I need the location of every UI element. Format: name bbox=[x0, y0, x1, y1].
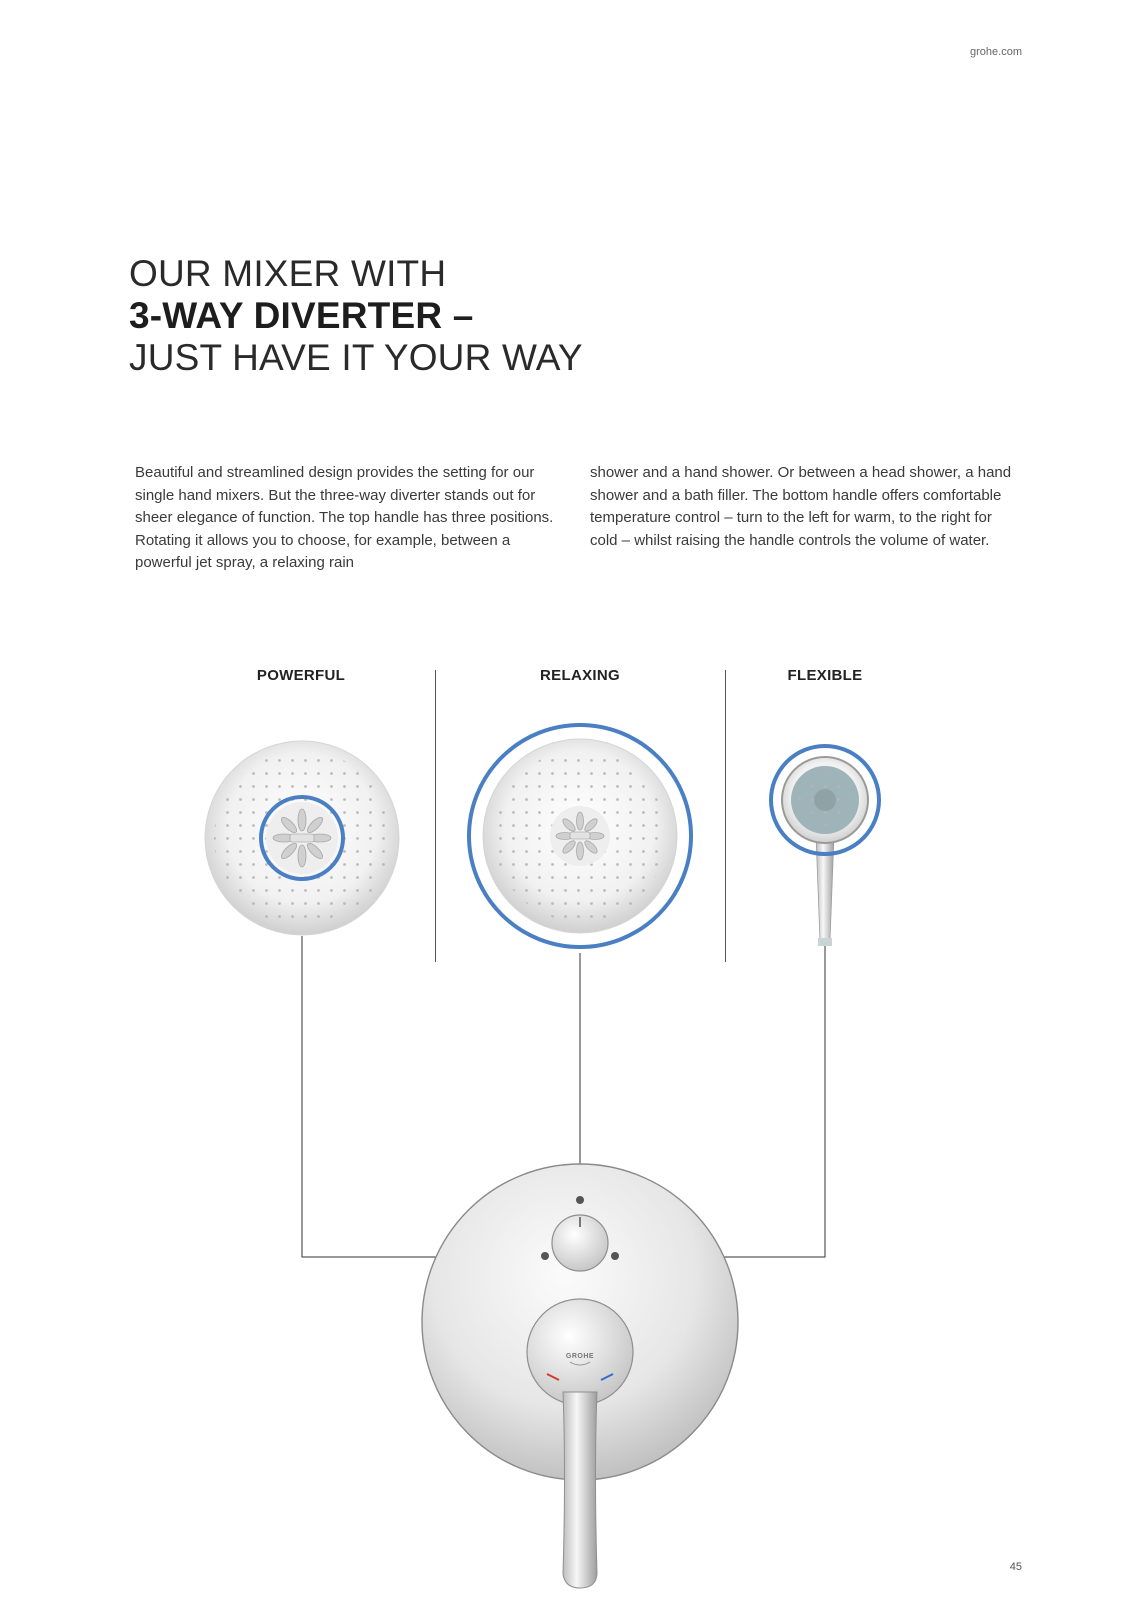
mode-label-relaxing: RELAXING bbox=[540, 667, 620, 684]
mixer-trim-plate bbox=[422, 1164, 738, 1588]
headline-line-3: JUST HAVE IT YOUR WAY bbox=[129, 337, 583, 378]
mode-label-flexible: FLEXIBLE bbox=[787, 667, 863, 684]
temperature-handle-hub bbox=[527, 1299, 633, 1405]
hand-shower-handle bbox=[816, 835, 834, 940]
body-text-column-1: Beautiful and streamlined design provides the setting for our single hand mixers. But the three-way diverter stands out for sheer elegance of function. The top handle has three positions. Rotating it allows you to choose, for example, between a powerful jet spray, a relaxing rain bbox=[135, 464, 554, 571]
diverter-position-dot-top bbox=[576, 1196, 584, 1204]
headline-line-2: 3-WAY DIVERTER – bbox=[129, 295, 474, 336]
grohe-logo: GROHE bbox=[565, 1353, 595, 1360]
flexible-hand-shower bbox=[771, 746, 879, 946]
diverter-position-dot-right bbox=[611, 1252, 619, 1260]
diverter-position-dot-left bbox=[541, 1252, 549, 1260]
page-number: 45 bbox=[1009, 1561, 1022, 1573]
lever-handle bbox=[563, 1392, 597, 1588]
mode-label-powerful: POWERFUL bbox=[256, 667, 346, 684]
relaxing-head-shower bbox=[469, 725, 691, 947]
powerful-head-shower bbox=[205, 741, 399, 935]
headline-line-1: OUR MIXER WITH bbox=[129, 253, 447, 294]
site-url: grohe.com bbox=[970, 46, 1022, 58]
body-text-column-2: shower and a hand shower. Or between a head shower, a hand shower and a bath filler. The bottom handle offers comfortable temperature control – turn to the left for warm, to the right for cold – whilst raising the handle controls the volume of water. bbox=[590, 464, 1012, 549]
